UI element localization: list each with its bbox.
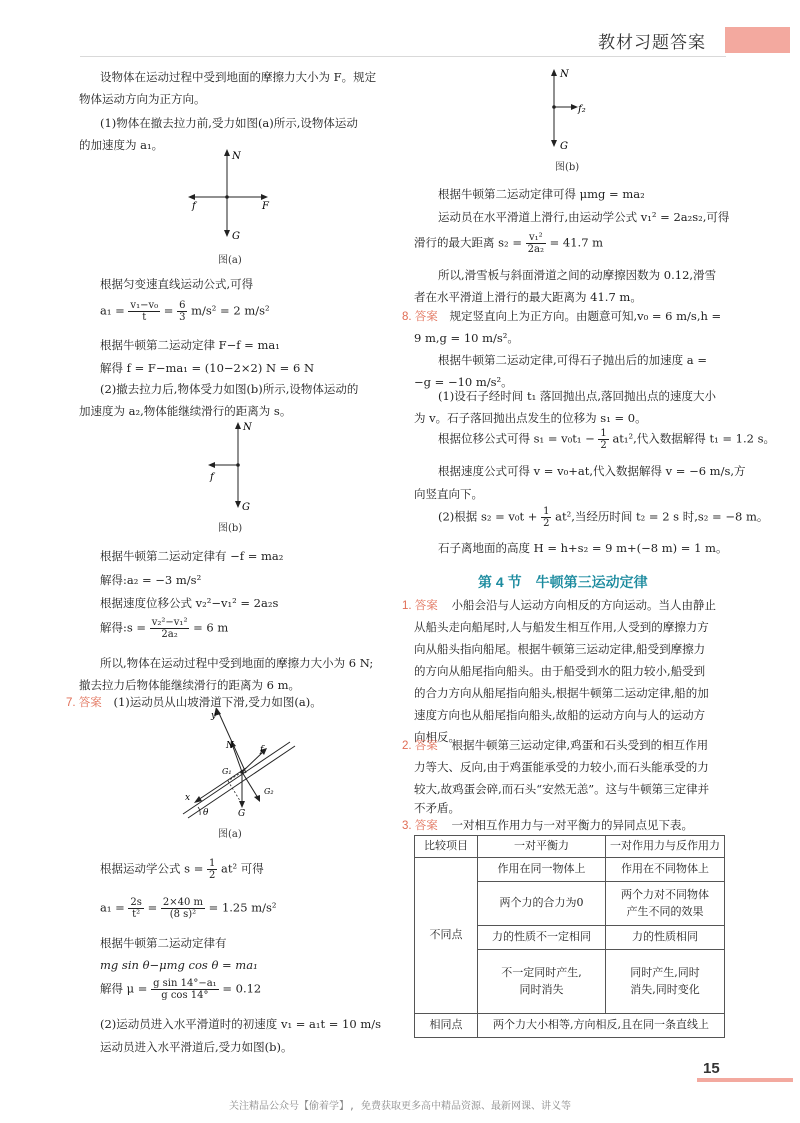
text-line: 物体运动方向为正方向。 xyxy=(79,92,206,106)
label-n: N xyxy=(560,69,569,80)
text-line: (2)运动员进入水平滑道时的初速度 v₁ = a₁t = 10 m/s xyxy=(100,1017,382,1031)
text-line: (1)物体在撤去拉力前,受力如图(a)所示,设物体运动 xyxy=(100,116,358,130)
text-line: 从船头走向船尾时,人与船发生相互作用,人受到的摩擦力方 xyxy=(414,620,709,634)
text-line: 根据速度公式可得 v = v₀+at,代入数据解得 v = −6 m/s,方 xyxy=(438,464,746,478)
question-1: 1. 答案 小船会沿与人运动方向相反的方向运动。当人由静止 xyxy=(402,598,716,612)
page-number: 15 xyxy=(703,1060,720,1077)
table-header-cell: 一对作用力与反作用力 xyxy=(606,836,725,858)
header-accent-bar xyxy=(725,27,790,53)
text-line: 根据牛顿第二运动定律有 xyxy=(100,936,227,950)
text-line: 向从船头指向船尾。根据牛顿第三运动定律,船受到摩擦力 xyxy=(414,642,706,656)
equation: 解得:s = $\frac{\text{v₂²−v₁²}}{\text{2a₂}}$ = 6 m xyxy=(100,617,229,640)
text-line: 向相反。 xyxy=(414,730,460,744)
label-g: G xyxy=(232,231,240,242)
text-line: 力等大、反向,由于鸡蛋能承受的力较小,而石头能承受的力 xyxy=(414,760,709,774)
question-3: 3. 答案 一对相互作用力与一对平衡力的异同点见下表。 xyxy=(402,818,693,832)
table-cell: 同时产生,同时 消失,同时变化 xyxy=(606,950,725,1014)
text-line: mg sin θ−μmg cos θ = ma₁ xyxy=(100,958,258,972)
header-title: 教材习题答案 xyxy=(598,33,706,52)
equation: (2)根据 s₂ = v₀t + $\frac{1}{2}$ at²,当经历时间 t₂ = 2 s 时,s₂ = −8 m。 xyxy=(438,506,769,529)
answer-label: 1. 答案 xyxy=(402,600,438,612)
text-line: 根据牛顿第二运动定律 F−f = ma₁ xyxy=(100,338,280,352)
table-cell: 力的性质不一定相同 xyxy=(478,926,606,950)
table-row xyxy=(415,836,725,858)
question-2: 2. 答案 根据牛顿第三运动定律,鸡蛋和石头受到的相互作用 xyxy=(402,738,709,752)
table-header-cell: 比较项目 xyxy=(415,836,478,858)
text-line: 根据匀变速直线运动公式,可得 xyxy=(100,277,254,291)
text-line: 根据牛顿第二运动定律,可得石子抛出后的加速度 a = xyxy=(438,353,707,367)
table-cell: 相同点 xyxy=(415,1014,478,1038)
equation: 根据位移公式可得 s₁ = v₀t₁ − $\frac{1}{2}$ at₁²,代入数据解得 t₁ = 1.2 s。 xyxy=(438,428,775,451)
text-line: 撤去拉力后物体能继续滑行的距离为 6 m。 xyxy=(79,678,301,692)
text-line: (2)撤去拉力后,物体受力如图(b)所示,设物体运动的 xyxy=(100,382,359,396)
text-line: 所以,物体在运动过程中受到地面的摩擦力大小为 6 N; xyxy=(100,656,374,670)
table-cell: 两个力大小相等,方向相反,且在同一条直线上 xyxy=(478,1014,725,1038)
text-line: 为 v。石子落回抛出点发生的位移为 s₁ = 0。 xyxy=(414,411,647,425)
equation: 根据运动学公式 s = $\frac{1}{2}$ at² 可得 xyxy=(100,858,264,881)
label-n: N xyxy=(243,422,252,433)
figure-caption: 图(b) xyxy=(218,523,243,534)
equation: a₁ = $\frac{2s}{\text{t²}}$ = $\frac{2\times 40 m}{\text{(8 s)²}}$ = 1.25 m/s² xyxy=(100,897,277,920)
label-y: y xyxy=(211,711,217,721)
table-row xyxy=(415,858,725,882)
answer-label: 2. 答案 xyxy=(402,740,438,752)
label-g1: G₁ xyxy=(222,767,232,776)
text-line: −g = −10 m/s²。 xyxy=(414,375,513,389)
table-cell: 不同点 xyxy=(415,858,478,1014)
table-cell: 两个力对不同物体 产生不同的效果 xyxy=(606,882,725,926)
label-F: F xyxy=(262,201,269,212)
figure-caption: 图(a) xyxy=(218,255,242,266)
text-line: 9 m,g = 10 m/s²。 xyxy=(414,331,519,345)
incline-force-diagram xyxy=(180,708,300,823)
table-cell: 作用在同一物体上 xyxy=(478,858,606,882)
text-line: 的加速度为 a₁。 xyxy=(79,138,164,152)
text-line: 解得 f = F−ma₁ = (10−2×2) N = 6 N xyxy=(100,361,315,375)
label-f: f xyxy=(260,745,264,755)
page-number-bar xyxy=(697,1078,793,1082)
figure-caption: 图(a) xyxy=(218,829,242,840)
text-line: 的方向从船尾指向船头。由于船受到水的阻力较小,船受到 xyxy=(414,664,706,678)
equation: 解得 μ = $\frac{\text{g sin 14°−a₁}}{\text{g cos 14°}}$ = 0.12 xyxy=(100,978,262,1001)
table-cell: 力的性质相同 xyxy=(606,926,725,950)
equation: a₁ = $\frac{\text{v₁−v₀}}{t}$ = $\frac{6}{3}$ m/s² = 2 m/s² xyxy=(100,300,270,323)
label-f2: f₂ xyxy=(578,104,586,115)
table-cell: 不一定同时产生, 同时消失 xyxy=(478,950,606,1014)
answer-label: 3. 答案 xyxy=(402,820,438,832)
label-g: G xyxy=(242,502,250,513)
label-n: N xyxy=(232,151,241,162)
question-7: 7. 答案 (1)运动员从山坡滑道下滑,受力如图(a)。 xyxy=(66,695,322,709)
table-header-cell: 一对平衡力 xyxy=(478,836,606,858)
label-g: G xyxy=(238,809,246,819)
text-line: (1)设石子经时间 t₁ 落回抛出点,落回抛出点的速度大小 xyxy=(438,389,716,403)
label-n: N xyxy=(226,741,234,751)
equation: 滑行的最大距离 s₂ = $\frac{\text{v₁²}}{\text{2a₂}}$ = 41.7 m xyxy=(414,232,604,255)
text-line: 速度方向也从船尾指向船头,故船的运动方向与人的运动方 xyxy=(414,708,706,722)
table-cell: 两个力的合力为0 xyxy=(478,882,606,926)
text-line: 向竖直向下。 xyxy=(414,487,483,501)
answer-label: 8. 答案 xyxy=(402,311,438,323)
text-line: 设物体在运动过程中受到地面的摩擦力大小为 F。规定 xyxy=(100,70,377,84)
label-theta: θ xyxy=(203,808,209,818)
force-diagram-b xyxy=(200,418,270,518)
question-8: 8. 答案 规定竖直向上为正方向。由题意可知,v₀ = 6 m/s,h = xyxy=(402,309,722,323)
text-line: 较大,故鸡蛋会碎,而石头“安然无恙”。这与牛顿第三定律并 xyxy=(414,782,710,796)
header-divider xyxy=(80,56,726,57)
text-line: 运动员进入水平滑道后,受力如图(b)。 xyxy=(100,1040,293,1054)
label-f: f xyxy=(192,201,196,212)
text-line: 的合力方向从船尾指向船头,根据牛顿第二运动定律,船的加 xyxy=(414,686,709,700)
label-x: x xyxy=(185,793,191,803)
text-line: 根据牛顿第二运动定律有 −f = ma₂ xyxy=(100,549,284,563)
force-diagram-b2 xyxy=(540,65,600,155)
comparison-table xyxy=(414,835,725,1038)
text-line: 加速度为 a₂,物体能继续滑行的距离为 s。 xyxy=(79,404,292,418)
text-line: 者在水平滑道上滑行的最大距离为 41.7 m。 xyxy=(414,290,642,304)
footer-text: 关注精品公众号【偷着学】, 免费获取更多高中精品资源、最新网课、讲义等 xyxy=(228,1101,572,1112)
text-line: 所以,滑雪板与斜面滑道之间的动摩擦因数为 0.12,滑雪 xyxy=(438,268,717,282)
table-cell: 作用在不同物体上 xyxy=(606,858,725,882)
text-line: 运动员在水平滑道上滑行,由运动学公式 v₁² = 2a₂s₂,可得 xyxy=(438,210,730,224)
label-g2: G₂ xyxy=(264,787,274,796)
label-g: G xyxy=(560,141,568,152)
text-line: 根据速度位移公式 v₂²−v₁² = 2a₂s xyxy=(100,596,279,610)
figure-caption: 图(b) xyxy=(555,162,580,173)
text-line: 石子离地面的高度 H = h+s₂ = 9 m+(−8 m) = 1 m。 xyxy=(438,541,728,555)
text-line: 解得:a₂ = −3 m/s² xyxy=(100,573,202,587)
section-title: 第 4 节 牛顿第三运动定律 xyxy=(478,574,648,590)
text-line: 根据牛顿第二运动定律可得 μmg = ma₂ xyxy=(438,187,645,201)
text-line: 不矛盾。 xyxy=(414,801,460,815)
force-diagram-a xyxy=(180,145,290,265)
answer-label: 7. 答案 xyxy=(66,697,102,709)
label-f: f xyxy=(210,472,214,483)
table-row xyxy=(415,1014,725,1038)
